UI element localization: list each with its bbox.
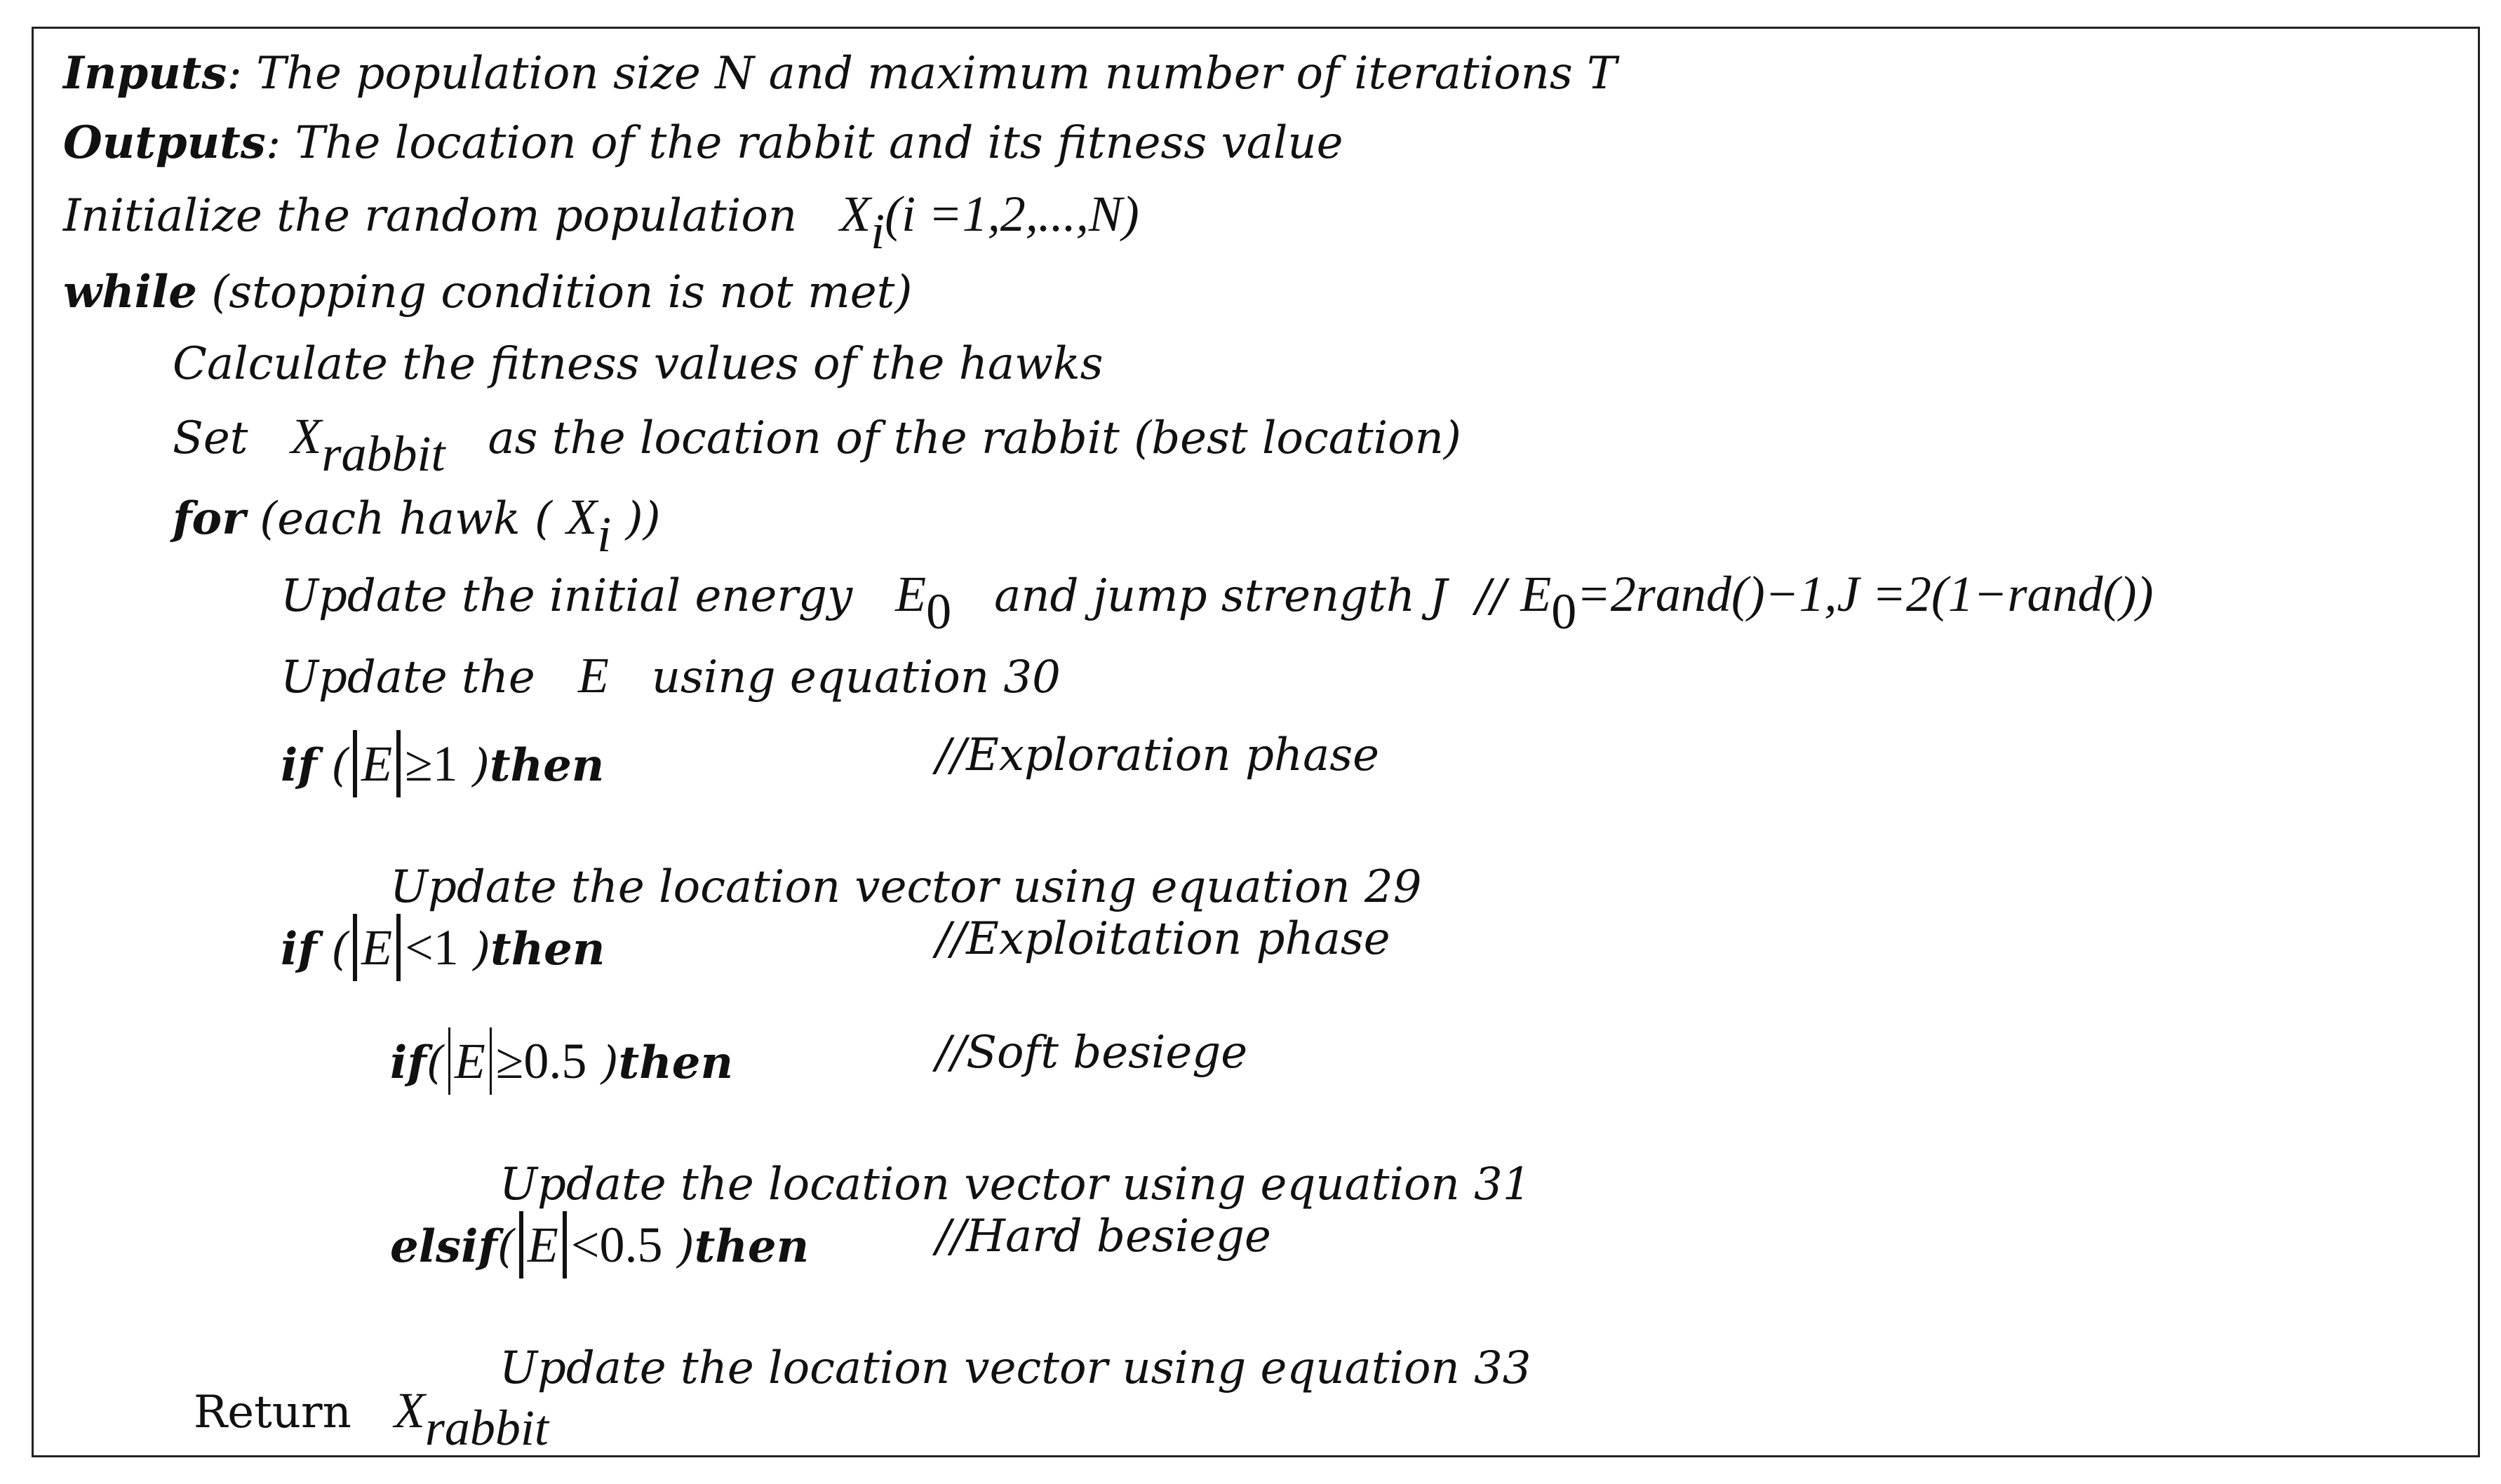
init-line xyxy=(63,186,1139,260)
hard-besiege-comment: //Hard besiege xyxy=(936,1210,1271,1262)
abs-bar-right xyxy=(396,730,401,797)
outputs-line xyxy=(63,116,1343,169)
if2-math: E xyxy=(361,919,393,976)
inputs-label: Inputs xyxy=(63,47,227,100)
return-math: X xyxy=(394,1382,425,1438)
set-math: X xyxy=(290,408,322,464)
elsif-open: ( xyxy=(497,1221,515,1273)
if1-keyword: if xyxy=(281,739,317,792)
if-exploration-line xyxy=(281,730,604,797)
abs-bar-left xyxy=(353,914,357,981)
if3-then: then xyxy=(618,1037,733,1089)
abs-bar-right xyxy=(396,914,401,981)
elsif-cond: <0.5 xyxy=(570,1217,663,1273)
energy-formula: =2rand()−1,J =2(1−rand()) xyxy=(1576,566,2154,622)
if-exploitation-line xyxy=(281,914,605,981)
outputs-label: Outputs xyxy=(63,116,266,169)
if2-then: then xyxy=(490,923,605,976)
for-keyword: for xyxy=(173,492,246,545)
for-sub: i xyxy=(597,506,612,563)
exploitation-comment: //Exploitation phase xyxy=(936,913,1390,965)
init-math: X xyxy=(840,186,871,242)
update-energy-sub: 0 xyxy=(926,584,952,640)
abs-bar-right xyxy=(563,1211,567,1279)
update-energy-text: Update the initial energy xyxy=(281,570,853,622)
outputs-text: : The location of the rabbit and its fitness value xyxy=(265,117,1343,169)
update-energy-text2: and jump strength J xyxy=(994,570,1448,622)
if1-math: E xyxy=(361,736,393,792)
if1-then: then xyxy=(489,739,605,792)
energy-formula-sub: 0 xyxy=(1551,584,1577,640)
abs-bar-right xyxy=(490,1027,492,1095)
init-text: Initialize the random population xyxy=(63,190,798,242)
return-text: Return xyxy=(194,1387,351,1438)
elsif-close: ) xyxy=(676,1221,695,1273)
soft-update-text: Update the location vector using equation 31 xyxy=(499,1159,1531,1210)
set-line xyxy=(173,408,1461,483)
update-e-line xyxy=(281,647,1061,703)
soft-update-line xyxy=(499,1159,1531,1210)
update-energy-line xyxy=(281,566,2154,640)
calc-line xyxy=(173,338,1104,390)
init-sub: i xyxy=(871,203,885,260)
elsif-math: E xyxy=(527,1217,558,1273)
if1-close: ) xyxy=(472,740,490,792)
if2-close: ) xyxy=(473,924,491,976)
elsif-then: then xyxy=(694,1220,810,1273)
init-math2: (i =1,2,...,N) xyxy=(885,186,1139,242)
if2-cond: <1 xyxy=(405,919,459,976)
update-e-text: Update the xyxy=(281,652,535,703)
for-math: X xyxy=(566,489,598,545)
update-energy-comment: // xyxy=(1475,570,1506,622)
if3-close: ) xyxy=(601,1037,619,1089)
abs-bar-left xyxy=(448,1027,450,1095)
return-line xyxy=(194,1382,549,1457)
inputs-line xyxy=(63,47,1617,100)
abs-bar-left xyxy=(353,730,357,797)
if-soft-line xyxy=(390,1027,733,1095)
hard-update-text: Update the location vector using equation 33 xyxy=(499,1342,1531,1394)
if1-open: ( xyxy=(331,740,349,792)
if1-cond: ≥1 xyxy=(405,736,458,792)
while-keyword: while xyxy=(63,266,197,318)
exploration-comment: //Exploration phase xyxy=(936,729,1379,781)
elsif-hard-line xyxy=(390,1211,809,1279)
abs-bar-left xyxy=(519,1211,523,1279)
while-line xyxy=(63,266,913,318)
energy-formula-e: E xyxy=(1520,566,1552,622)
for-text2: )) xyxy=(625,493,661,545)
exploration-update-text: Update the location vector using equation 29 xyxy=(390,861,1422,913)
if2-open: ( xyxy=(331,924,349,976)
update-e-text2: using equation 30 xyxy=(651,652,1061,703)
for-line xyxy=(173,489,661,563)
elsif-keyword: elsif xyxy=(390,1220,497,1273)
if3-cond: ≥0.5 xyxy=(495,1033,587,1089)
exploration-update-line xyxy=(390,861,1422,913)
set-text2: as the location of the rabbit (best location) xyxy=(488,412,1461,464)
calc-text: Calculate the fitness values of the hawks xyxy=(173,338,1104,390)
for-text: (each hawk ( xyxy=(260,493,552,545)
if2-keyword: if xyxy=(281,923,317,976)
update-energy-math: E xyxy=(895,566,927,622)
set-sub: rabbit xyxy=(321,426,445,483)
if3-math: E xyxy=(454,1033,485,1089)
if3-open: ( xyxy=(426,1037,444,1089)
while-text: (stopping condition is not met) xyxy=(211,267,913,318)
set-text: Set xyxy=(173,412,248,464)
inputs-text: : The population size N and maximum number of iterations T xyxy=(227,48,1617,100)
soft-besiege-comment: //Soft besiege xyxy=(936,1027,1248,1079)
algorithm-box xyxy=(32,27,2480,1457)
hard-update-line xyxy=(499,1342,1531,1394)
return-sub: rabbit xyxy=(424,1400,549,1457)
if3-keyword: if xyxy=(390,1037,427,1089)
update-e-math: E xyxy=(577,647,609,703)
